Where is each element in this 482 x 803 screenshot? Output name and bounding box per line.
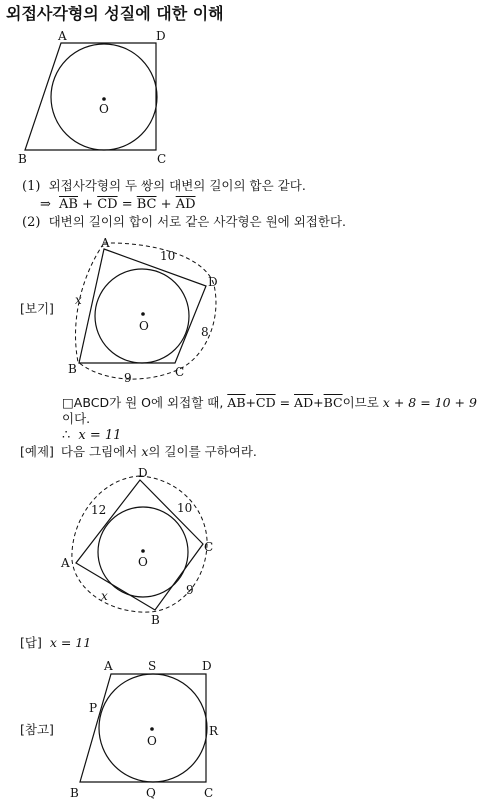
property-1-number: (1): [22, 179, 41, 194]
vertex-label-d: D: [202, 659, 212, 673]
explanation-connector: 이므로: [342, 395, 379, 410]
quadrilateral-abcd: [79, 249, 206, 363]
side-label-dc: 10: [177, 501, 193, 515]
side-label-ad: 10: [160, 249, 176, 263]
vertex-label-a: A: [101, 236, 110, 250]
tangent-label-r: R: [209, 724, 219, 738]
fig4: [70, 659, 219, 800]
example-label: [보기]: [20, 301, 54, 316]
exercise-text-pre: 다음 그림에서: [60, 444, 138, 459]
quadrilateral-abcd: [25, 43, 156, 150]
exercise-variable: x: [141, 444, 149, 459]
exercise-label: [예제]: [20, 444, 54, 459]
side-label-cb: 9: [186, 583, 194, 597]
side-label-ad: 12: [91, 503, 107, 517]
center-dot: [150, 727, 154, 731]
side-label-cd: 8: [201, 325, 209, 339]
side-label-bc: 9: [124, 371, 132, 385]
center-dot: [141, 549, 145, 553]
vertex-label-a: A: [104, 659, 113, 673]
vertex-label-c: C: [204, 786, 214, 800]
plus-sign: +: [313, 395, 324, 410]
exercise-text-post: 의 길이를 구하여라.: [148, 444, 257, 459]
answer: [20, 635, 91, 651]
vertex-label-b: B: [151, 613, 160, 627]
segment-cd: $\overline{CD}$: [97, 197, 118, 212]
tangent-label-p: P: [89, 701, 98, 715]
therefore-symbol: ∴: [62, 428, 71, 443]
side-label-ab: x: [101, 589, 108, 603]
equals-sign: =: [279, 395, 291, 410]
plus-sign: +: [82, 197, 94, 212]
plus-sign: +: [245, 395, 256, 410]
result-line: [62, 428, 121, 444]
fig2: [68, 236, 218, 385]
property-1: [22, 178, 306, 195]
vertex-label-d: D: [208, 275, 218, 289]
incircle: [51, 44, 157, 150]
center-dot: [102, 97, 106, 101]
center-dot: [141, 312, 145, 316]
center-label-o: O: [138, 555, 148, 569]
vertex-label-b: B: [70, 786, 79, 800]
dashed-circumcircle: [72, 476, 207, 612]
exercise: [20, 444, 257, 460]
tangent-label-s: S: [148, 659, 157, 673]
segment-bc: $\overline{BC}$: [136, 197, 157, 212]
property-1-text: 외접사각형의 두 쌍의 대변의 길이의 합은 같다.: [48, 178, 306, 193]
explanation-line2: 이다.: [62, 411, 91, 426]
page-title: 외접사각형의 성질에 대한 이해: [6, 4, 224, 23]
property-2: [22, 214, 346, 231]
center-label-o: O: [147, 734, 157, 748]
fig1: [18, 29, 166, 166]
answer-label: [답]: [20, 635, 42, 650]
vertex-label-a: A: [58, 29, 67, 43]
vertex-label-a: A: [61, 556, 70, 570]
vertex-label-c: C: [175, 365, 185, 379]
vertex-label-c: C: [204, 540, 214, 554]
example-explanation: [62, 395, 477, 411]
property-2-number: (2): [22, 215, 41, 230]
answer-value: x = 11: [49, 635, 92, 650]
segment-ad: $\overline{AD}$: [175, 197, 196, 212]
property-2-text: 대변의 길이의 합이 서로 같은 사각형은 원에 외접한다.: [48, 214, 347, 229]
center-label-o: O: [99, 102, 109, 116]
vertex-label-b: B: [18, 152, 27, 166]
vertex-label-d: D: [138, 466, 148, 480]
incircle: [98, 507, 188, 597]
segment-ab: $\overline{AB}$: [227, 395, 246, 410]
side-label-ab: x: [75, 293, 82, 307]
plus-sign: +: [160, 197, 172, 212]
segment-bc: $\overline{BC}$: [323, 395, 343, 410]
reference-label: [참고]: [20, 722, 54, 737]
incircle: [95, 269, 189, 363]
quadrilateral-abcd: [76, 480, 203, 610]
quadrilateral-abcd: [80, 674, 206, 782]
formula-line: [40, 197, 196, 213]
vertex-label-d: D: [156, 29, 166, 43]
vertex-label-b: B: [68, 362, 77, 376]
result-value: x = 11: [78, 428, 122, 443]
tangent-label-q: Q: [146, 786, 156, 800]
vertex-label-c: C: [157, 152, 167, 166]
incircle: [99, 674, 207, 782]
equation: x + 8 = 10 + 9: [382, 395, 477, 410]
explanation-prefix: □ABCD가 원 O에 외접할 때,: [62, 395, 224, 410]
center-label-o: O: [139, 319, 149, 333]
segment-cd: $\overline{CD}$: [256, 395, 276, 410]
segment-ab: $\overline{AB}$: [59, 197, 78, 212]
segment-ad: $\overline{AD}$: [294, 395, 314, 410]
equals-sign: =: [121, 197, 133, 212]
implies-arrow: ⇒: [40, 197, 51, 212]
dashed-circumcircle: [76, 243, 216, 379]
fig3: [60, 466, 213, 627]
